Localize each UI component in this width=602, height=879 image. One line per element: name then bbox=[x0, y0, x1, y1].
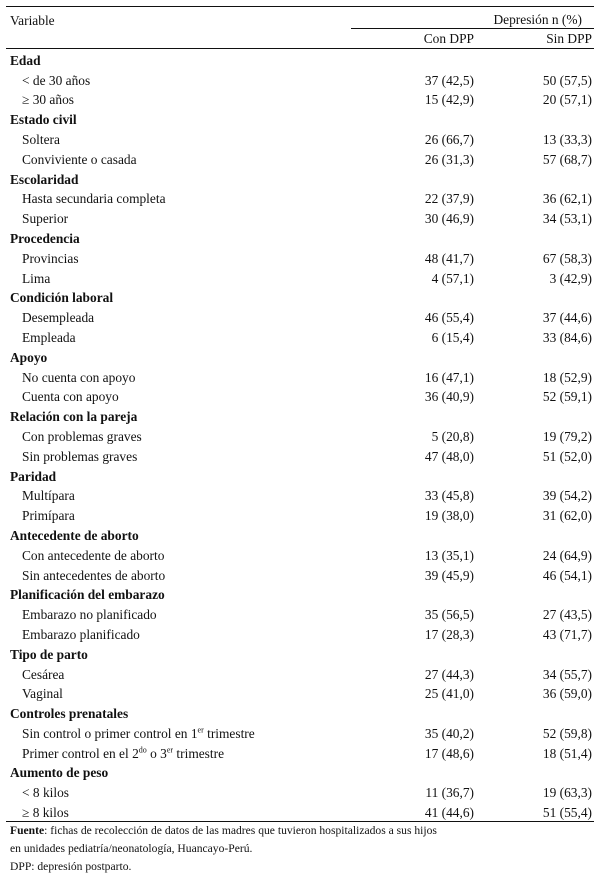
row-label: Provincias bbox=[22, 250, 79, 266]
group-title: Procedencia bbox=[10, 230, 80, 246]
con-dpp-cell: 5 (20,8) bbox=[431, 428, 474, 444]
con-dpp-cell: 22 (37,9) bbox=[424, 191, 474, 207]
abbreviation-note: DPP: depresión postparto. bbox=[10, 860, 132, 873]
group-row bbox=[6, 108, 594, 128]
con-dpp-cell: 26 (66,7) bbox=[424, 131, 474, 147]
row-label: < 8 kilos bbox=[22, 785, 69, 801]
sin-dpp-cell: 20 (57,1) bbox=[542, 92, 592, 108]
sin-dpp-cell: 18 (52,9) bbox=[542, 369, 592, 385]
con-dpp-cell: 41 (44,6) bbox=[351, 801, 474, 821]
con-dpp-cell: 37 (42,5) bbox=[424, 72, 474, 88]
sin-dpp-cell: 51 (55,4) bbox=[474, 801, 594, 821]
label-text: o 3 bbox=[146, 745, 167, 761]
group-row bbox=[6, 346, 594, 366]
header-row-1 bbox=[6, 7, 594, 29]
group-title: Antecedente de aborto bbox=[10, 527, 139, 543]
con-dpp-cell: 27 (44,3) bbox=[424, 666, 474, 682]
row-label: Hasta secundaria completa bbox=[22, 191, 166, 207]
sin-dpp-cell: 34 (53,1) bbox=[542, 211, 592, 227]
label-superscript: er bbox=[197, 725, 204, 735]
con-dpp-cell: 17 (28,3) bbox=[424, 626, 474, 642]
group-row bbox=[6, 762, 594, 782]
sin-dpp-cell: 39 (54,2) bbox=[542, 488, 592, 504]
table-row bbox=[6, 128, 594, 148]
group-row bbox=[6, 287, 594, 307]
row-label: ≥ 8 kilos bbox=[6, 801, 339, 821]
group-title: Tipo de parto bbox=[10, 646, 88, 662]
sin-dpp-cell: 19 (79,2) bbox=[542, 428, 592, 444]
sin-dpp-cell: 52 (59,8) bbox=[542, 725, 592, 741]
row-label: Empleada bbox=[22, 329, 76, 345]
group-title: Relación con la pareja bbox=[10, 409, 138, 425]
con-dpp-cell: 16 (47,1) bbox=[424, 369, 474, 385]
sin-dpp-cell: 36 (62,1) bbox=[542, 191, 592, 207]
table-row bbox=[6, 742, 594, 762]
con-dpp-cell: 30 (46,9) bbox=[424, 211, 474, 227]
row-label: Cesárea bbox=[22, 666, 65, 682]
con-dpp-cell: 33 (45,8) bbox=[424, 488, 474, 504]
data-table bbox=[6, 6, 594, 822]
table-row bbox=[6, 544, 594, 564]
table-row bbox=[6, 326, 594, 346]
sin-dpp-cell: 31 (62,0) bbox=[542, 508, 592, 524]
group-title: Condición laboral bbox=[10, 290, 114, 306]
row-label: < de 30 años bbox=[22, 72, 91, 88]
con-dpp-cell: 4 (57,1) bbox=[431, 270, 474, 286]
table-row bbox=[6, 623, 594, 643]
row-label: Lima bbox=[22, 270, 51, 286]
group-title: Apoyo bbox=[10, 349, 48, 365]
label-text: Primer control en el 2 bbox=[22, 745, 139, 761]
sin-dpp-cell: 51 (52,0) bbox=[542, 448, 592, 464]
con-dpp-cell: 19 (38,0) bbox=[424, 508, 474, 524]
sin-dpp-cell: 67 (58,3) bbox=[542, 250, 592, 266]
row-label: Soltera bbox=[22, 131, 60, 147]
table-row bbox=[6, 366, 594, 386]
source-text-1: : fichas de recolección de datos de las madres que tuvieron hospitalizados a sus hijos bbox=[44, 824, 437, 837]
sin-dpp-header: Sin DPP bbox=[474, 29, 594, 49]
table-row bbox=[6, 69, 594, 89]
row-label: Primípara bbox=[22, 508, 75, 524]
table-row bbox=[6, 683, 594, 703]
group-title: Estado civil bbox=[10, 112, 77, 128]
sin-dpp-cell: 50 (57,5) bbox=[542, 72, 592, 88]
con-dpp-cell: 35 (40,2) bbox=[424, 725, 474, 741]
header-row-2 bbox=[6, 29, 594, 49]
row-label: Cuenta con apoyo bbox=[22, 389, 119, 405]
sin-dpp-cell: 36 (59,0) bbox=[542, 686, 592, 702]
table-row bbox=[6, 485, 594, 505]
sin-dpp-cell: 52 (59,1) bbox=[542, 389, 592, 405]
table-row bbox=[6, 801, 594, 821]
sin-dpp-cell: 34 (55,7) bbox=[542, 666, 592, 682]
con-dpp-cell: 25 (41,0) bbox=[424, 686, 474, 702]
depression-group-header: Depresión n (%) bbox=[351, 7, 594, 29]
group-title: Escolaridad bbox=[10, 171, 79, 187]
table-row bbox=[6, 445, 594, 465]
table-row bbox=[6, 386, 594, 406]
label-text: trimestre bbox=[173, 745, 225, 761]
label-text: trimestre bbox=[203, 725, 255, 741]
variable-header: Variable bbox=[6, 7, 339, 29]
source-label: Fuente bbox=[10, 824, 45, 837]
row-label: Multípara bbox=[22, 488, 75, 504]
table-row bbox=[6, 781, 594, 801]
sin-dpp-cell: 13 (33,3) bbox=[542, 131, 592, 147]
group-row bbox=[6, 643, 594, 663]
sin-dpp-cell: 27 (43,5) bbox=[542, 607, 592, 623]
con-dpp-cell: 48 (41,7) bbox=[424, 250, 474, 266]
row-label bbox=[6, 742, 339, 762]
table-row bbox=[6, 306, 594, 326]
con-dpp-cell: 13 (35,1) bbox=[424, 547, 474, 563]
row-label: ≥ 30 años bbox=[22, 92, 74, 108]
group-row bbox=[6, 49, 594, 69]
row-label: Superior bbox=[22, 211, 69, 227]
table-row bbox=[6, 207, 594, 227]
row-label bbox=[6, 722, 339, 742]
row-label: Con problemas graves bbox=[22, 428, 142, 444]
group-row bbox=[6, 524, 594, 544]
group-row bbox=[6, 465, 594, 485]
group-title: Aumento de peso bbox=[10, 765, 109, 781]
con-dpp-cell: 35 (56,5) bbox=[424, 607, 474, 623]
row-label: Embarazo planificado bbox=[22, 626, 140, 642]
table-row bbox=[6, 267, 594, 287]
group-title: Paridad bbox=[10, 468, 57, 484]
label-superscript: do bbox=[138, 745, 147, 755]
table-row bbox=[6, 247, 594, 267]
sin-dpp-cell: 57 (68,7) bbox=[542, 151, 592, 167]
table-row bbox=[6, 148, 594, 168]
group-row bbox=[6, 227, 594, 247]
con-dpp-cell: 47 (48,0) bbox=[424, 448, 474, 464]
table-row bbox=[6, 564, 594, 584]
table-row bbox=[6, 504, 594, 524]
row-label: Sin antecedentes de aborto bbox=[22, 567, 166, 583]
con-dpp-header: Con DPP bbox=[351, 29, 474, 49]
row-label: Sin problemas graves bbox=[22, 448, 138, 464]
table-row bbox=[6, 603, 594, 623]
row-label: Vaginal bbox=[22, 686, 63, 702]
row-label: Embarazo no planificado bbox=[22, 607, 157, 623]
sin-dpp-cell: 19 (63,3) bbox=[542, 785, 592, 801]
con-dpp-cell: 39 (45,9) bbox=[424, 567, 474, 583]
sin-dpp-cell: 46 (54,1) bbox=[542, 567, 592, 583]
label-text: Sin control o primer control en 1 bbox=[22, 725, 198, 741]
table-row bbox=[6, 188, 594, 208]
sin-dpp-cell: 37 (44,6) bbox=[542, 310, 592, 326]
group-row bbox=[6, 168, 594, 188]
con-dpp-cell: 11 (36,7) bbox=[425, 785, 474, 801]
con-dpp-cell: 17 (48,6) bbox=[424, 745, 474, 761]
table-row bbox=[6, 663, 594, 683]
table-row bbox=[6, 722, 594, 742]
source-note-line-1 bbox=[10, 822, 595, 840]
row-label: No cuenta con apoyo bbox=[22, 369, 136, 385]
row-label: Desempleada bbox=[22, 310, 95, 326]
con-dpp-cell: 46 (55,4) bbox=[424, 310, 474, 326]
group-title: Controles prenatales bbox=[10, 706, 129, 722]
table-row bbox=[6, 89, 594, 109]
group-row bbox=[6, 702, 594, 722]
source-note-line-2: en unidades pediatría/neonatología, Huancayo-Perú. bbox=[10, 842, 253, 855]
label-superscript: er bbox=[166, 745, 174, 755]
sin-dpp-cell: 18 (51,4) bbox=[542, 745, 592, 761]
con-dpp-cell: 15 (42,9) bbox=[424, 92, 474, 108]
sin-dpp-cell: 33 (84,6) bbox=[542, 329, 592, 345]
group-title: Planificación del embarazo bbox=[10, 587, 165, 603]
group-row bbox=[6, 584, 594, 604]
sin-dpp-cell: 3 (42,9) bbox=[549, 270, 592, 286]
group-row bbox=[6, 405, 594, 425]
con-dpp-cell: 26 (31,3) bbox=[424, 151, 474, 167]
row-label: Conviviente o casada bbox=[22, 151, 137, 167]
row-label: Con antecedente de aborto bbox=[22, 547, 165, 563]
table-row bbox=[6, 425, 594, 445]
group-title: Edad bbox=[10, 52, 41, 68]
con-dpp-cell: 36 (40,9) bbox=[424, 389, 474, 405]
table-notes bbox=[10, 822, 595, 876]
sin-dpp-cell: 24 (64,9) bbox=[542, 547, 592, 563]
sin-dpp-cell: 43 (71,7) bbox=[542, 626, 592, 642]
con-dpp-cell: 6 (15,4) bbox=[431, 329, 474, 345]
